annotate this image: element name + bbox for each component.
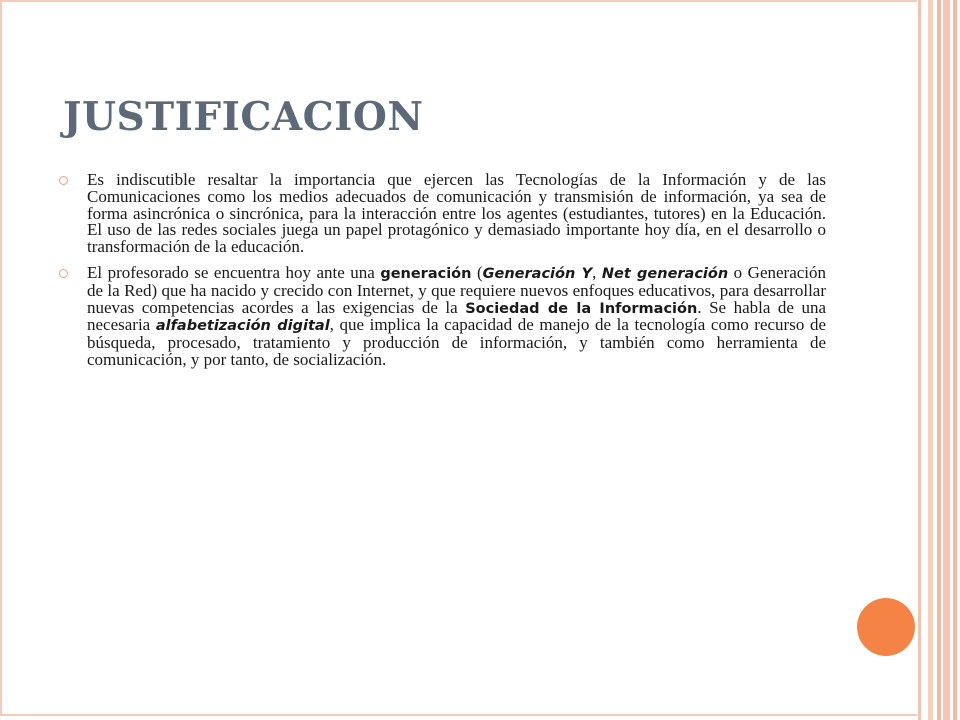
text-run: , que implica la capacidad de manejo de la tecnología como recurso de búsqueda, procesado, tratamiento y producción de información, y también como herramienta de comunicación, y por tanto, de socialización. (87, 315, 826, 369)
emphasis-alfabetizacion-digital: alfabetización digital (155, 318, 330, 335)
text-run: ( (471, 262, 483, 282)
emphasis-generacion-y: Generación Y (482, 265, 593, 282)
bullet-text (87, 262, 827, 369)
text-run: o Generación de la Red) que ha nacido y crecido con Internet, y que requiere nuevos enfoques educativos, para desarrollar nuevas competencias acordes a las exigencias de la (87, 262, 827, 317)
bullet-item (59, 262, 827, 369)
decorative-circle (857, 598, 915, 656)
bullet-list (59, 172, 826, 378)
emphasis-sociedad-informacion: Sociedad de la Información (465, 300, 698, 317)
text-run: El profesorado se encuentra hoy ante una (87, 262, 381, 282)
bullet-item (59, 172, 826, 256)
decorative-stripes (917, 0, 960, 720)
bullet-circle-icon (59, 269, 68, 278)
emphasis-generacion: generación (380, 265, 472, 282)
text-run: . Se habla de una necesaria (87, 297, 827, 335)
emphasis-net-generacion: Net generación (601, 265, 729, 282)
bullet-text: Es indiscutible resaltar la importancia que ejercen las Tecnologías de la Información y de las Comunicaciones como los medios adecuados de comunicación y transmisión de información, ya sea de forma asincrónica o sincrónica, para la interacción entre los agentes (estudiantes, tutores) en la Educación. El uso de las redes sociales juega un papel protagónico y demasiado importante hoy día, en el desarrollo o transformación de la educación. (87, 170, 826, 257)
bullet-circle-icon (59, 176, 68, 185)
slide-title: JUSTIFICACION (63, 94, 424, 140)
text-run: , (592, 262, 602, 282)
